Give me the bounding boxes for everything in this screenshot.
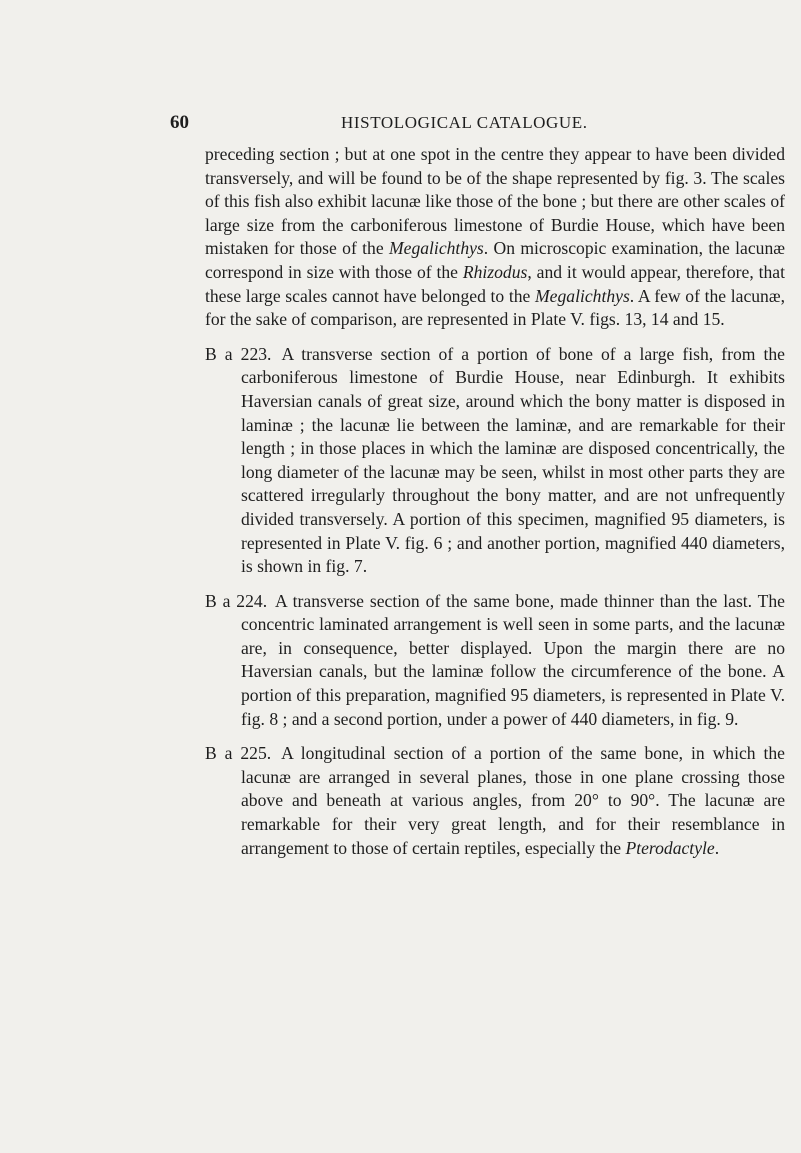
page-body [205,143,785,860]
entry-reference: B a 225. [205,743,272,764]
catalogue-entry-ba223 [205,343,785,579]
entry-reference: B a 224. [205,590,268,611]
taxon-name: Rhizodus [462,261,528,282]
entry-text: A transverse section of a portion of bone of a large fish, from the carboniferous limestone of Burdie House, near Edinburgh. It exhibits Haversian canals of great size, around which the bony matter is disposed in laminæ ; the lacunæ lie between the laminæ, and are remarkable for their length ; in those places in which the laminæ are disposed concentrically, the long diameter of the lacunæ may be seen, whilst in most other parts they are scattered irregularly throughout the bony matter, and are not unfrequently divided transversely. A portion of this specimen, magnified 95 diameters, is represented in Plate V. fig. 6 ; and another portion, magnified 440 diameters, is shown in fig. 7. [241,343,785,577]
continuation-paragraph [205,143,785,332]
taxon-name: Megalichthys [535,285,630,306]
page-number: 60 [170,112,189,133]
paragraph-text: , and it would appear, therefore, that these large scales cannot have belonged to the [205,261,786,306]
catalogue-entry-ba225 [205,742,785,860]
taxon-name: Pterodactyle [625,837,715,858]
paragraph-text: . A few of the lacunæ, for the sake of comparison, are represented in Plate V. figs. 13, 14 and 15. [205,285,785,330]
paragraph-text: . On microscopic examination, the lacunæ correspond in size with those of the [205,238,785,282]
entry-text: A longitudinal section of a portion of the same bone, in which the lacunæ are arranged in several planes, those in one plane crossing those above and beneath at various angles, from 20° to 90°. The lacunæ are remarkable for their very great length, and for their resemblance in arrangement to those of certain reptiles, especially the [241,743,785,858]
entry-reference: B a 223. [205,343,272,364]
running-head: HISTOLOGICAL CATALOGUE. [341,113,588,132]
catalogue-entry-ba224 [205,590,785,732]
paragraph-text: preceding section ; but at one spot in the centre they appear to have been divided transversely, and will be found to be of the shape represented by fig. 3. The scales of this fish also exhibit lacunæ like those of the bone ; but there are other scales of large size from the carboniferous limestone of Burdie House, which have been mistaken for those of the [205,144,785,259]
entry-text: A transverse section of the same bone, made thinner than the last. The concentric laminated arrangement is well seen in some parts, and the lacunæ are, in consequence, better displayed. Upon the margin there are no Haversian canals, but the laminæ follow the circumference of the bone. A portion of this preparation, magnified 95 diameters, is represented in Plate V. fig. 8 ; and a second portion, under a power of 440 diameters, in fig. 9. [241,590,785,729]
taxon-name: Megalichthys [388,238,484,259]
entry-text: . [714,837,720,858]
